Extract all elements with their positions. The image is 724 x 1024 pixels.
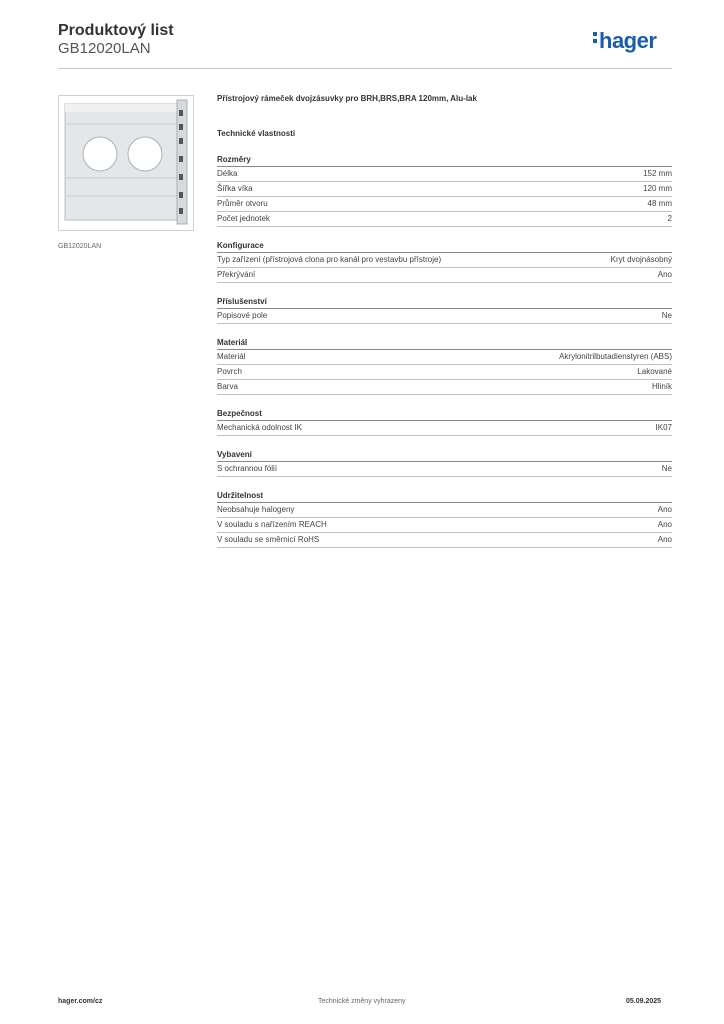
- spec-row: [217, 197, 672, 212]
- spec-row: [217, 533, 672, 548]
- footer-notice: Technické změny vyhrazeny: [318, 998, 406, 1005]
- spec-row: [217, 518, 672, 533]
- spec-row: [217, 268, 672, 283]
- spec-label: Barva: [217, 382, 238, 391]
- spec-label: V souladu s nařízením REACH: [217, 520, 327, 529]
- spec-section: [217, 338, 672, 395]
- section-title: Konfigurace: [217, 241, 672, 253]
- spec-row: [217, 380, 672, 395]
- spec-section: [217, 409, 672, 436]
- header-divider: [58, 68, 672, 69]
- spec-row: [217, 365, 672, 380]
- spec-value: Ano: [657, 520, 672, 529]
- product-description: Přístrojový rámeček dvojzásuvky pro BRH,BRS,BRA 120mm, Alu-lak: [217, 94, 477, 103]
- spec-value: Ne: [661, 464, 672, 473]
- hager-logo: [593, 28, 656, 54]
- image-caption: GB12020LAN: [58, 243, 102, 250]
- spec-label: Typ zařízení (přístrojová clona pro kanál pro vestavbu přístroje): [217, 255, 442, 264]
- spec-row: [217, 182, 672, 197]
- spec-label: Neobsahuje halogeny: [217, 505, 295, 514]
- spec-value: Lakované: [637, 367, 672, 376]
- spec-label: Překrývání: [217, 270, 256, 279]
- spec-section: [217, 297, 672, 324]
- page-title: Produktový list: [58, 22, 174, 39]
- spec-section: [217, 491, 672, 548]
- spec-value: 48 mm: [647, 199, 672, 208]
- spec-label: Průměr otvoru: [217, 199, 268, 208]
- spec-value: Ano: [657, 270, 672, 279]
- spec-section: [217, 450, 672, 477]
- spec-label: Povrch: [217, 367, 242, 376]
- spec-value: Ano: [657, 535, 672, 544]
- logo-text: hager: [599, 28, 657, 53]
- spec-value: 2: [667, 214, 672, 223]
- logo-dots-icon: [593, 32, 597, 46]
- footer-date: 05.09.2025: [626, 998, 662, 1005]
- double-socket-frame-icon: [59, 96, 193, 230]
- spec-row: [217, 309, 672, 324]
- section-title: Bezpečnost: [217, 409, 672, 421]
- spec-section: [217, 241, 672, 283]
- spec-row: [217, 212, 672, 227]
- tech-heading: Technické vlastnosti: [217, 129, 296, 138]
- spec-label: Mechanická odolnost IK: [217, 423, 302, 432]
- section-title: Rozměry: [217, 155, 672, 167]
- product-code: GB12020LAN: [58, 40, 151, 57]
- spec-row: [217, 350, 672, 365]
- spec-value: 120 mm: [643, 184, 672, 193]
- section-title: Příslušenství: [217, 297, 672, 309]
- spec-row: [217, 462, 672, 477]
- spec-sections: [217, 155, 672, 548]
- section-title: Udržitelnost: [217, 491, 672, 503]
- spec-value: Ano: [657, 505, 672, 514]
- spec-label: V souladu se směrnicí RoHS: [217, 535, 320, 544]
- spec-row: [217, 167, 672, 182]
- spec-value: Ne: [661, 311, 672, 320]
- spec-label: Materiál: [217, 352, 246, 361]
- section-title: Materiál: [217, 338, 672, 350]
- spec-section: [217, 155, 672, 227]
- spec-value: Kryt dvojnásobný: [610, 255, 672, 264]
- spec-content: [217, 94, 672, 548]
- spec-row: [217, 253, 672, 268]
- section-title: Vybavení: [217, 450, 672, 462]
- spec-label: Délka: [217, 169, 238, 178]
- spec-value: Akrylonitrilbutadienstyren (ABS): [559, 352, 672, 361]
- spec-value: Hliník: [651, 382, 672, 391]
- product-image: [58, 95, 194, 231]
- spec-label: Počet jednotek: [217, 214, 270, 223]
- spec-value: IK07: [655, 423, 672, 432]
- spec-row: [217, 503, 672, 518]
- spec-row: [217, 421, 672, 436]
- spec-label: Šířka víka: [217, 184, 253, 193]
- spec-label: Popisové pole: [217, 311, 268, 320]
- spec-value: 152 mm: [643, 169, 672, 178]
- spec-label: S ochrannou fólií: [217, 464, 278, 473]
- footer-website: hager.com/cz: [58, 998, 103, 1005]
